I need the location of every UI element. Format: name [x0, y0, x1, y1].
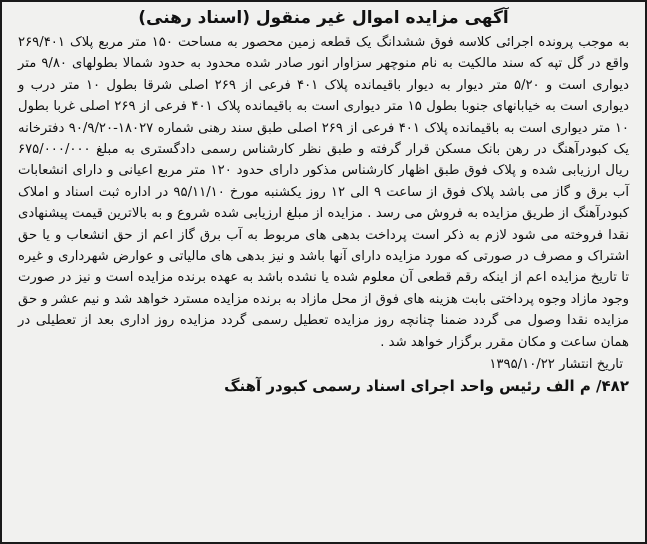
notice-body: به موجب پرونده اجرائی کلاسه فوق ششدانگ یک قطعه زمین محصور به مساحت ۱۵۰ متر مربع پلاک ۲۶۹/۴۰۱ واقع در گل تپه که سند مالکیت به نام منوچهر سزاوار انور صادر شده محدود به حدود شمالا بطولهای ۹/۸۰ متر دیواری است و ۵/۲۰ متر دیوار به دیوار باقیمانده پلاک ۴۰۱ فرعی از ۲۶۹ اصلی شرقا بطول ۱۰ متر درب و دیواری است به خیابانهای جنوبا بطول ۱۵ متر دیواری است به باقیمانده پلاک ۴۰۱ فرعی از ۲۶۹ اصلی غربا بطول ۱۰ متر دیواری است به باقیمانده پلاک ۴۰۱ فرعی از ۲۶۹ اصلی طبق سند رهنی شماره ۱۸۰۲۷-۹۰/۹/۲۰ دفترخانه یک کبودرآهنگ در رهن بانک مسکن قرار گرفته و طبق نظر کارشناس رسمی دادگستری به مبلغ ۶۷۵/۰۰۰/۰۰۰ ریال ارزیابی شده و پلاک فوق طبق اظهار کارشناس مذکور دارای حدود ۱۲۰ متر مربع اعیانی و دارای انشعابات آب برق و گاز می باشد پلاک فوق از ساعت ۹ الی ۱۲ روز یکشنبه مورخ ۹۵/۱۱/۱۰ در اداره ثبت اسناد و املاک کبودرآهنگ از طریق مزایده به فروش می رسد . مزایده از مبلغ ارزیابی شده شروع و به بالاترین قیمت پیشنهادی نقدا فروخته می شود لازم به ذکر است پرداخت بدهی های مربوط به آب برق گاز اعم از حق انشعاب و یا حق اشتراک و مصرف در صورتی که مورد مزایده دارای آنها باشد و نیز بدهی های مالیاتی و عوارض شهرداری و غیره تا تاریخ مزایده اعم از اینکه رقم قطعی آن معلوم شده یا نشده باشد به عهده برنده مزایده است و نیز در صورت وجود مازاد وجوه پرداختی بابت هزینه های فوق از محل مازاد به برنده مزایده مسترد خواهد شد و نیم عشر و حق مزایده نقدا وصول می گردد ضمنا چنانچه روز مزایده تعطیل رسمی گردد مزایده روز اداری بعد از تعطیلی در همان ساعت و مکان مقرر برگزار خواهد شد . [18, 35, 629, 350]
notice-signature: ۴۸۲/ م الف رئیس واحد اجرای اسناد رسمی کبودر آهنگ [224, 377, 629, 396]
notice-title: آگهی مزایده اموال غیر منقول (اسناد رهنی) [138, 8, 509, 28]
publish-date: تاریخ انتشار ۱۳۹۵/۱۰/۲۲ [489, 357, 623, 373]
